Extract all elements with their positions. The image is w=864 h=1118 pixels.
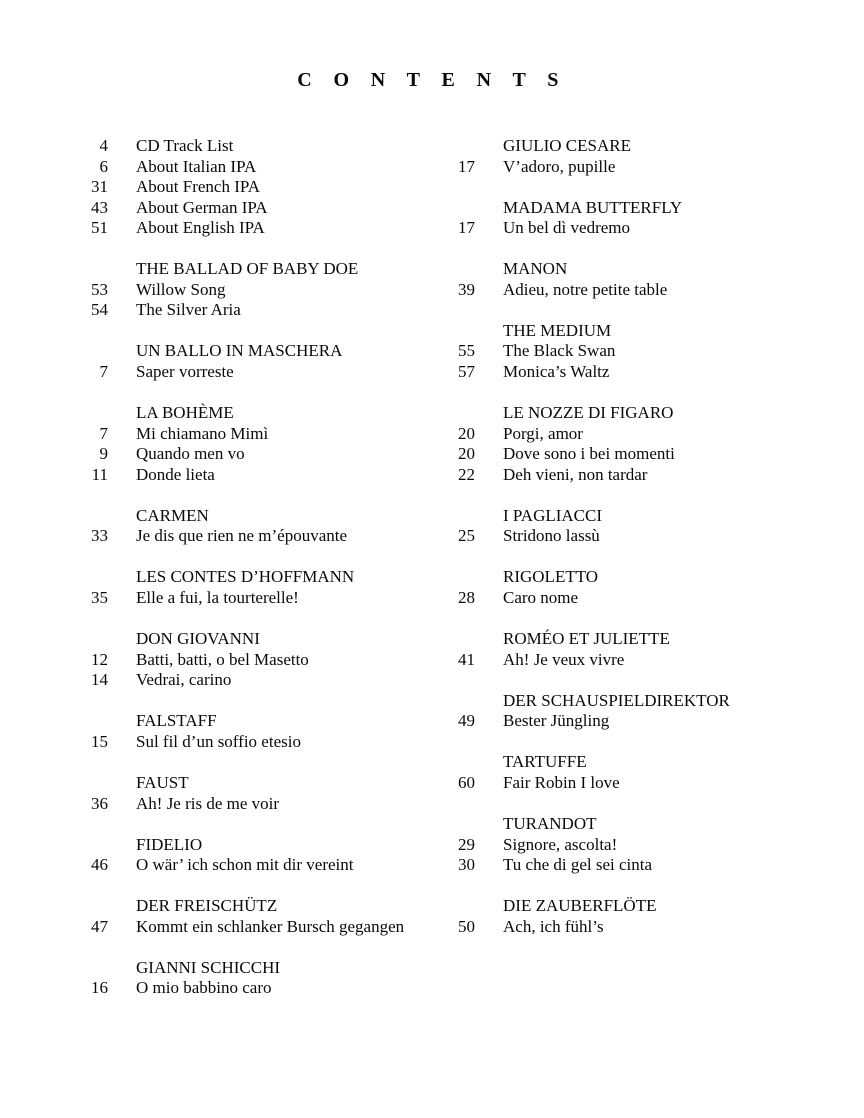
toc-entry-title: O mio babbino caro <box>136 978 272 998</box>
toc-opera-title: FALSTAFF <box>136 711 217 731</box>
toc-opera-header-row <box>427 136 730 157</box>
toc-entry-title: Je dis que rien ne m’épouvante <box>136 526 348 546</box>
toc-entry-title: The Silver Aria <box>136 300 241 320</box>
toc-opera-header-row <box>60 341 404 362</box>
toc-entry-title: Monica’s Waltz <box>503 362 610 382</box>
toc-opera-title: THE MEDIUM <box>503 320 612 340</box>
toc-entry-row <box>60 177 404 198</box>
toc-page-number <box>60 835 108 856</box>
toc-page-number <box>60 403 108 424</box>
toc-page-number <box>427 567 475 588</box>
toc-opera-title: MANON <box>503 259 568 279</box>
toc-opera-header-row <box>60 629 404 650</box>
toc-page-number: 15 <box>91 731 108 751</box>
toc-entry-row <box>427 526 730 547</box>
toc-entry-title: Sul fil d’un soffio etesio <box>136 731 301 751</box>
toc-opera-title: UN BALLO IN MASCHERA <box>136 341 343 361</box>
toc-entry-title: Tu che di gel sei cinta <box>503 855 653 875</box>
toc-page-number: 12 <box>91 649 108 669</box>
toc-entry-title: Willow Song <box>136 279 226 299</box>
toc-page-number <box>427 896 475 917</box>
toc-entry-title: The Black Swan <box>503 341 616 361</box>
toc-entry-row <box>427 424 730 445</box>
toc-page-number <box>60 259 108 280</box>
toc-entry-row <box>427 444 730 465</box>
toc-opera-title: MADAMA BUTTERFLY <box>503 197 683 217</box>
toc-opera-title: FIDELIO <box>136 834 203 854</box>
toc-opera-title: DER FREISCHÜTZ <box>136 896 278 916</box>
toc-entry-row <box>427 773 730 794</box>
toc-entry-title: Mi chiamano Mimì <box>136 423 269 443</box>
toc-page-number <box>60 629 108 650</box>
toc-page-number: 57 <box>458 362 475 382</box>
toc-opera-title: GIULIO CESARE <box>503 136 631 155</box>
toc-page-number: 22 <box>458 464 475 484</box>
toc-page-number: 17 <box>458 218 475 238</box>
toc-entry-row <box>60 218 404 239</box>
toc-page-number: 11 <box>91 464 108 484</box>
toc-opera-header-row <box>60 259 404 280</box>
toc-page-number <box>60 711 108 732</box>
toc-opera-header-row <box>60 506 404 527</box>
toc-entry-row <box>427 218 730 239</box>
toc-page-number: 14 <box>91 670 108 690</box>
toc-entry-title: Ah! Je ris de me voir <box>136 793 280 813</box>
toc-entry-title: Adieu, notre petite table <box>503 279 668 299</box>
toc-opera-title: FAUST <box>136 772 189 792</box>
toc-opera-header-row <box>60 835 404 856</box>
toc-opera-header-row <box>427 403 730 424</box>
toc-entry-title: Batti, batti, o bel Masetto <box>136 649 309 669</box>
toc-entry-title: Ah! Je veux vivre <box>503 649 625 669</box>
toc-entry-row <box>60 280 404 301</box>
toc-entry-row <box>60 465 404 486</box>
toc-page-number: 25 <box>458 526 475 546</box>
toc-entry-row <box>60 526 404 547</box>
toc-entry-title: Un bel dì vedremo <box>503 218 630 238</box>
toc-entry-title: Dove sono i bei momenti <box>503 444 675 464</box>
toc-entry-title: Quando men vo <box>136 444 245 464</box>
toc-page-number <box>427 814 475 835</box>
toc-opera-title: DIE ZAUBERFLÖTE <box>503 896 657 916</box>
toc-page-number: 54 <box>91 300 108 320</box>
toc-entry-row <box>427 280 730 301</box>
toc-page-number <box>427 403 475 424</box>
toc-entry-title: About French IPA <box>136 177 261 197</box>
toc-opera-header-row <box>60 958 404 979</box>
toc-opera-title: I PAGLIACCI <box>503 505 603 525</box>
toc-page-number <box>60 958 108 979</box>
toc-entry-row <box>427 711 730 732</box>
toc-page-number: 29 <box>458 834 475 854</box>
toc-entry-title: Porgi, amor <box>503 423 583 443</box>
toc-page-number <box>427 321 475 342</box>
toc-entry-title: About Italian IPA <box>136 156 257 176</box>
toc-entry-row <box>60 650 404 671</box>
toc-opera-header-row <box>60 711 404 732</box>
toc-opera-title: LE NOZZE DI FIGARO <box>503 403 674 423</box>
toc-column-right <box>427 136 730 999</box>
toc-page-number: 41 <box>458 649 475 669</box>
toc-page-number: 20 <box>458 444 475 464</box>
toc-page-number <box>427 691 475 712</box>
toc-opera-header-row <box>427 321 730 342</box>
toc-opera-header-row <box>427 506 730 527</box>
toc-opera-header-row <box>427 691 730 712</box>
toc-opera-title: LA BOHÈME <box>136 403 234 423</box>
toc-page-number: 17 <box>458 156 475 176</box>
toc-entry-row <box>60 794 404 815</box>
toc-opera-title: RIGOLETTO <box>503 567 599 587</box>
toc-opera-header-row <box>60 896 404 917</box>
toc-entry-title: Bester Jüngling <box>503 711 610 731</box>
toc-page-number: 7 <box>99 362 108 382</box>
toc-page-number: 28 <box>458 588 475 608</box>
toc-entry-row <box>60 300 404 321</box>
toc-page-number: 4 <box>99 136 108 155</box>
toc-entry-row <box>60 136 404 157</box>
toc-entry-title: About German IPA <box>136 197 268 217</box>
toc-opera-header-row <box>427 629 730 650</box>
toc-entry-row <box>60 978 404 999</box>
toc-page-number: 49 <box>458 711 475 731</box>
toc-page-number: 20 <box>458 423 475 443</box>
toc-opera-header-row <box>427 752 730 773</box>
toc-opera-header-row <box>427 814 730 835</box>
toc-opera-title: TURANDOT <box>503 814 597 834</box>
toc-entry-row <box>60 444 404 465</box>
toc-page-number: 47 <box>91 916 108 936</box>
toc-entry-row <box>60 424 404 445</box>
toc-page-number <box>60 773 108 794</box>
toc-entry-row <box>60 670 404 691</box>
toc-page-number <box>427 629 475 650</box>
toc-entry-row <box>60 588 404 609</box>
toc-entry-row <box>427 855 730 876</box>
toc-opera-header-row <box>60 567 404 588</box>
toc-entry-row <box>60 732 404 753</box>
toc-page-number: 43 <box>91 197 108 217</box>
toc-page-number: 53 <box>91 279 108 299</box>
toc-entry-title: Donde lieta <box>136 464 215 484</box>
page-title: C O N T E N T S <box>297 69 567 91</box>
toc-entry-row <box>427 650 730 671</box>
toc-entry-title: Fair Robin I love <box>503 772 620 792</box>
toc-entry-title: Saper vorreste <box>136 362 234 382</box>
toc-page-number: 60 <box>458 772 475 792</box>
toc-page-number <box>427 752 475 773</box>
toc-page-number <box>60 567 108 588</box>
toc-page-number <box>427 259 475 280</box>
toc-entry-row <box>60 157 404 178</box>
toc-page-number: 16 <box>91 978 108 998</box>
toc-entry-title: CD Track List <box>136 136 234 155</box>
toc-entry-row <box>427 588 730 609</box>
toc-entry-row <box>60 362 404 383</box>
toc-entry-row <box>427 341 730 362</box>
toc-entry-title: Signore, ascolta! <box>503 834 618 854</box>
toc-opera-header-row <box>60 773 404 794</box>
toc-page-number: 31 <box>91 177 108 197</box>
toc-entry-title: Elle a fui, la tourterelle! <box>136 588 299 608</box>
toc-page-number: 9 <box>99 444 108 464</box>
toc-page-number <box>427 198 475 219</box>
toc-opera-title: LES CONTES D’HOFFMANN <box>136 567 355 587</box>
toc-opera-header-row <box>427 896 730 917</box>
toc-page-number <box>427 506 475 527</box>
toc-page-number <box>60 506 108 527</box>
toc-entry-title: Deh vieni, non tardar <box>503 464 648 484</box>
toc-entry-row <box>60 917 404 938</box>
toc-page-number <box>60 896 108 917</box>
toc-page-number: 50 <box>458 916 475 936</box>
toc-opera-title: DON GIOVANNI <box>136 629 260 649</box>
toc-opera-header-row <box>427 567 730 588</box>
toc-page-number <box>60 341 108 362</box>
toc-opera-title: DER SCHAUSPIELDIREKTOR <box>503 690 730 710</box>
toc-page-number: 33 <box>91 526 108 546</box>
toc-page-number: 6 <box>99 156 108 176</box>
toc-entry-title: Caro nome <box>503 588 579 608</box>
toc-entry-row <box>427 157 730 178</box>
toc-page-number: 35 <box>91 588 108 608</box>
toc-entry-row <box>60 198 404 219</box>
toc-page-number: 39 <box>458 279 475 299</box>
toc-page-number: 46 <box>91 855 108 875</box>
toc-entry-title: Stridono lassù <box>503 526 600 546</box>
toc-page-number: 36 <box>91 793 108 813</box>
toc-page-number <box>427 136 475 157</box>
toc-page-number: 51 <box>91 218 108 238</box>
toc-opera-title: THE BALLAD OF BABY DOE <box>136 259 359 279</box>
toc-entry-row <box>427 835 730 856</box>
toc-opera-title: TARTUFFE <box>503 752 587 772</box>
toc-entry-row <box>60 855 404 876</box>
toc-opera-title: ROMÉO ET JULIETTE <box>503 629 670 649</box>
toc-page-number: 55 <box>458 341 475 361</box>
toc-opera-title: CARMEN <box>136 505 209 525</box>
toc-entry-title: V’adoro, pupille <box>503 156 616 176</box>
toc-opera-header-row <box>427 198 730 219</box>
toc-opera-header-row <box>427 259 730 280</box>
toc-entry-title: About English IPA <box>136 218 265 238</box>
toc-entry-title: Ach, ich fühl’s <box>503 916 604 936</box>
toc-column-left <box>60 136 404 999</box>
toc-entry-row <box>427 465 730 486</box>
toc-entry-row <box>427 917 730 938</box>
toc-opera-header-row <box>60 403 404 424</box>
toc-entry-row <box>427 362 730 383</box>
toc-page-number: 7 <box>99 423 108 443</box>
toc-opera-title: GIANNI SCHICCHI <box>136 957 281 977</box>
toc-entry-title: O wär’ ich schon mit dir vereint <box>136 855 354 875</box>
toc-entry-title: Kommt ein schlanker Bursch gegangen <box>136 916 405 936</box>
toc-entry-title: Vedrai, carino <box>136 670 232 690</box>
toc-page-number: 30 <box>458 855 475 875</box>
